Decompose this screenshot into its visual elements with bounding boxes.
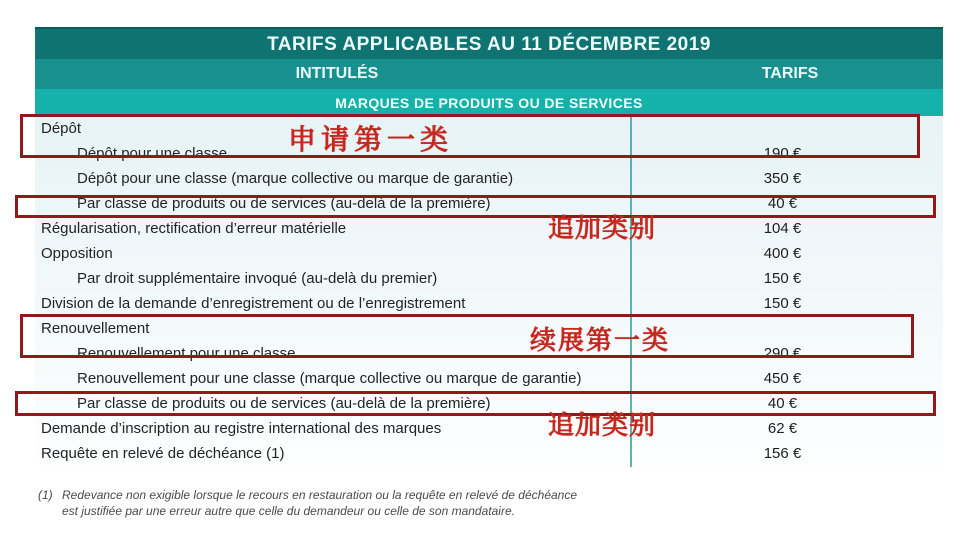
row-value: 150 € [763, 295, 802, 312]
table-row [35, 241, 943, 266]
row-value: 40 € [767, 195, 798, 212]
row-label: Par classe de produits ou de services (au-delà de la première) [77, 395, 491, 412]
annotation-application-first-class: 申请第一类 [288, 124, 454, 155]
row-label: Opposition [41, 245, 113, 262]
annotation-additional-class-2: 追加类别 [548, 410, 657, 440]
row-value: 350 € [763, 170, 802, 187]
row-label: Dépôt pour une classe [77, 145, 228, 162]
document-title: TARIFS APPLICABLES AU 11 DÉCEMBRE 2019 [267, 34, 711, 55]
section-header-band [35, 89, 943, 116]
row-label: Par droit supplémentaire invoqué (au-delà du premier) [77, 270, 438, 287]
row-label: Par classe de produits ou de services (au-delà de la première) [77, 195, 491, 212]
annotation-renewal-first-class: 续展第一类 [530, 325, 671, 355]
footnote-line-1: Redevance non exigible lorsque le recours en restauration ou la requête en relevé de déchéance [62, 488, 578, 502]
table-row [35, 366, 943, 391]
row-value: 150 € [763, 270, 802, 287]
table-row [35, 441, 943, 466]
row-value: 290 € [763, 345, 802, 362]
row-label: Division de la demande d’enregistrement ou de l’enregistrement [41, 295, 466, 312]
row-value: 400 € [763, 245, 802, 262]
row-value: 450 € [763, 370, 802, 387]
row-label: Demande d’inscription au registre international des marques [41, 420, 442, 437]
row-value: 40 € [767, 395, 798, 412]
footnote-text [62, 487, 577, 519]
highlight-box-additional-class-renewal [15, 391, 936, 416]
highlight-box-renewal-first-class [20, 314, 914, 358]
column-header-band [35, 59, 943, 89]
column-header-intitules: INTITULÉS [295, 65, 379, 82]
column-header-tarifs: TARIFS [761, 65, 819, 82]
row-label: Renouvellement pour une classe [77, 345, 296, 362]
footnote [38, 487, 718, 519]
row-label: Dépôt pour une classe (marque collective ou marque de garantie) [77, 170, 514, 187]
row-value: 190 € [763, 145, 802, 162]
row-label: Requête en relevé de déchéance (1) [41, 445, 285, 462]
row-value: 104 € [763, 220, 802, 237]
row-label: Renouvellement pour une classe (marque collective ou marque de garantie) [77, 370, 582, 387]
footnote-line-2: est justifiée par une erreur autre que celle du demandeur ou celle de son mandataire. [62, 504, 515, 518]
footnote-number: (1) [38, 488, 53, 502]
annotation-additional-class-1: 追加类别 [548, 213, 657, 243]
row-value: 62 € [767, 420, 798, 437]
highlight-box-depot-first-class [20, 114, 920, 158]
document-title-band [35, 27, 943, 61]
highlight-box-additional-class-deposit [15, 195, 936, 218]
table-row [35, 291, 943, 316]
table-row [35, 416, 943, 441]
table-row [35, 216, 943, 241]
row-label: Renouvellement [41, 320, 150, 337]
row-value: 156 € [763, 445, 802, 462]
row-label: Régularisation, rectification d’erreur matérielle [41, 220, 347, 237]
section-header: MARQUES DE PRODUITS OU DE SERVICES [335, 94, 643, 111]
table-row [35, 266, 943, 291]
row-label: Dépôt [41, 120, 82, 137]
table-row [35, 166, 943, 191]
